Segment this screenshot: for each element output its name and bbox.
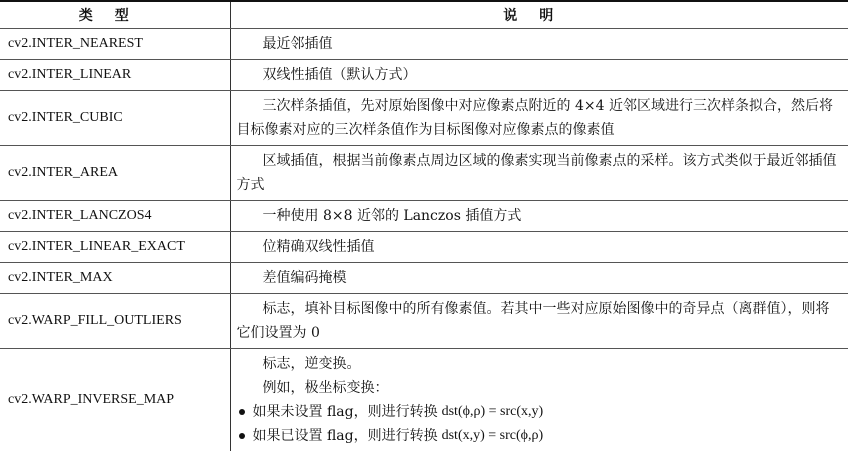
header-type: 类型 bbox=[0, 1, 230, 29]
flag-name: cv2.WARP_FILL_OUTLIERS bbox=[0, 294, 230, 349]
flag-name: cv2.WARP_INVERSE_MAP bbox=[0, 349, 230, 451]
flag-description: 位精确双线性插值 bbox=[230, 232, 848, 263]
table-row bbox=[0, 232, 848, 263]
flag-description: 差值编码掩模 bbox=[230, 263, 848, 294]
table-row bbox=[0, 201, 848, 232]
flag-description: 三次样条插值，先对原始图像中对应像素点附近的 4×4 近邻区域进行三次样条拟合，然后将目标像素对应的三次样条值作为目标图像对应像素点的像素值 bbox=[230, 91, 848, 146]
flag-name: cv2.INTER_AREA bbox=[0, 146, 230, 201]
flag-name: cv2.INTER_MAX bbox=[0, 263, 230, 294]
table-row bbox=[0, 91, 848, 146]
table-row bbox=[0, 294, 848, 349]
flag-description: 标志，填补目标图像中的所有像素值。若其中一些对应原始图像中的奇异点（离群值），则将它们设置为 0 bbox=[230, 294, 848, 349]
table-row bbox=[0, 349, 848, 451]
flag-description: 最近邻插值 bbox=[230, 29, 848, 60]
table-row bbox=[0, 146, 848, 201]
flag-description bbox=[230, 349, 848, 451]
table-row bbox=[0, 29, 848, 60]
flag-name: cv2.INTER_NEAREST bbox=[0, 29, 230, 60]
header-description: 说明 bbox=[230, 1, 848, 29]
flag-name: cv2.INTER_LINEAR_EXACT bbox=[0, 232, 230, 263]
header-row bbox=[0, 1, 848, 29]
bullet-formula: dst(x,y) = src(ϕ,ρ) bbox=[442, 424, 544, 448]
flag-name: cv2.INTER_LINEAR bbox=[0, 60, 230, 91]
table-row bbox=[0, 60, 848, 91]
bullet-item bbox=[237, 424, 839, 448]
flag-name: cv2.INTER_LANCZOS4 bbox=[0, 201, 230, 232]
desc-line: 例如，极坐标变换： bbox=[237, 376, 839, 400]
flag-name: cv2.INTER_CUBIC bbox=[0, 91, 230, 146]
desc-line: 标志，逆变换。 bbox=[237, 352, 839, 376]
flag-description: 双线性插值（默认方式） bbox=[230, 60, 848, 91]
bullet-icon bbox=[239, 409, 245, 415]
bullet-text: 如果未设置 flag，则进行转换 bbox=[253, 400, 438, 424]
flag-description: 一种使用 8×8 近邻的 Lanczos 插值方式 bbox=[230, 201, 848, 232]
bullet-formula: dst(ϕ,ρ) = src(x,y) bbox=[442, 400, 544, 424]
flag-description: 区域插值，根据当前像素点周边区域的像素实现当前像素点的采样。该方式类似于最近邻插值方式 bbox=[230, 146, 848, 201]
bullet-text: 如果已设置 flag，则进行转换 bbox=[253, 424, 438, 448]
bullet-item bbox=[237, 400, 839, 424]
table-row bbox=[0, 263, 848, 294]
bullet-icon bbox=[239, 433, 245, 439]
